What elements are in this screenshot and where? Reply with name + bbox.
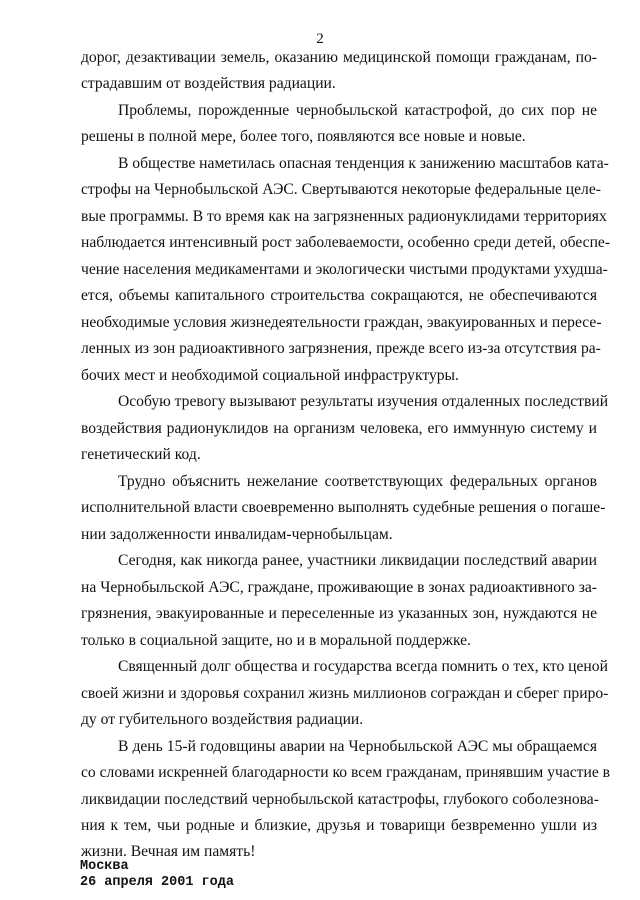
text-line: Священный долг общества и государства всегда помнить о тех, кто ценой xyxy=(118,658,608,675)
text-line: исполнительной власти своевременно выполнять судебные решения о погаше- xyxy=(81,499,606,516)
text-line: только в социальной защите, но и в моральной поддержке. xyxy=(81,632,471,649)
text-line: на Чернобыльской АЭС, граждане, проживающие в зонах радиоактивного за- xyxy=(81,579,597,596)
text-line: решены в полной мере, более того, появляются все новые и новые. xyxy=(81,128,526,145)
text-line: ду от губительного воздействия радиации. xyxy=(81,711,364,728)
text-line: Трудно объяснить нежелание соответствующих федеральных органов xyxy=(118,473,597,490)
text-line: нии задолженности инвалидам-чернобыльцам. xyxy=(81,526,393,543)
text-line: В день 15-й годовщины аварии на Чернобыльской АЭС мы обращаемся xyxy=(118,738,597,755)
text-line: бочих мест и необходимой социальной инфраструктуры. xyxy=(81,367,459,384)
text-line: страдавшим от воздействия радиации. xyxy=(81,75,336,92)
text-line: жизни. Вечная им память! xyxy=(81,843,256,860)
text-line: необходимые условия жизнедеятельности граждан, эвакуированных и пересе- xyxy=(81,314,602,331)
signature-place: Москва xyxy=(80,859,129,874)
text-line: ется, объемы капитального строительства сокращаются, не обеспечиваются xyxy=(81,287,597,304)
text-line: Проблемы, порожденные чернобыльской катастрофой, до сих пор не xyxy=(118,102,597,119)
text-line: ликвидации последствий чернобыльской катастрофы, глубокого соболезнова- xyxy=(81,791,599,808)
page-number: 2 xyxy=(316,31,324,47)
text-line: строфы на Чернобыльской АЭС. Свертываются некоторые федеральные целе- xyxy=(81,181,601,198)
text-line: вые программы. В то время как на загрязненных радионуклидами территориях xyxy=(81,208,607,225)
text-line: воздействия радионуклидов на организм человека, его иммунную систему и xyxy=(81,420,597,437)
text-line: ния к тем, чьи родные и близкие, друзья и товарищи безвременно ушли из xyxy=(81,817,597,834)
text-line: генетический код. xyxy=(81,446,201,463)
text-line: Особую тревогу вызывают результаты изучения отдаленных последствий xyxy=(118,393,609,410)
text-line: со словами искренней благодарности ко всем гражданам, принявшим участие в xyxy=(81,764,611,781)
text-line: наблюдается интенсивный рост заболеваемости, особенно среди детей, обеспе- xyxy=(81,234,611,251)
text-line: грязнения, эвакуированные и переселенные из указанных зон, нуждаются не xyxy=(81,605,597,622)
text-line: Сегодня, как никогда ранее, участники ликвидации последствий аварии xyxy=(118,552,597,569)
signature-date: 26 апреля 2001 года xyxy=(80,875,234,890)
text-line: дорог, дезактивации земель, оказанию медицинской помощи гражданам, по- xyxy=(81,49,597,66)
text-line: В обществе наметилась опасная тенденция к занижению масштабов ката- xyxy=(118,155,609,172)
text-line: ленных из зон радиоактивного загрязнения, прежде всего из-за отсутствия ра- xyxy=(81,340,601,357)
text-line: чение населения медикаментами и экологически чистыми продуктами ухудша- xyxy=(81,261,608,278)
text-line: своей жизни и здоровья сохранил жизнь миллионов сограждан и сберег приро- xyxy=(81,685,609,702)
